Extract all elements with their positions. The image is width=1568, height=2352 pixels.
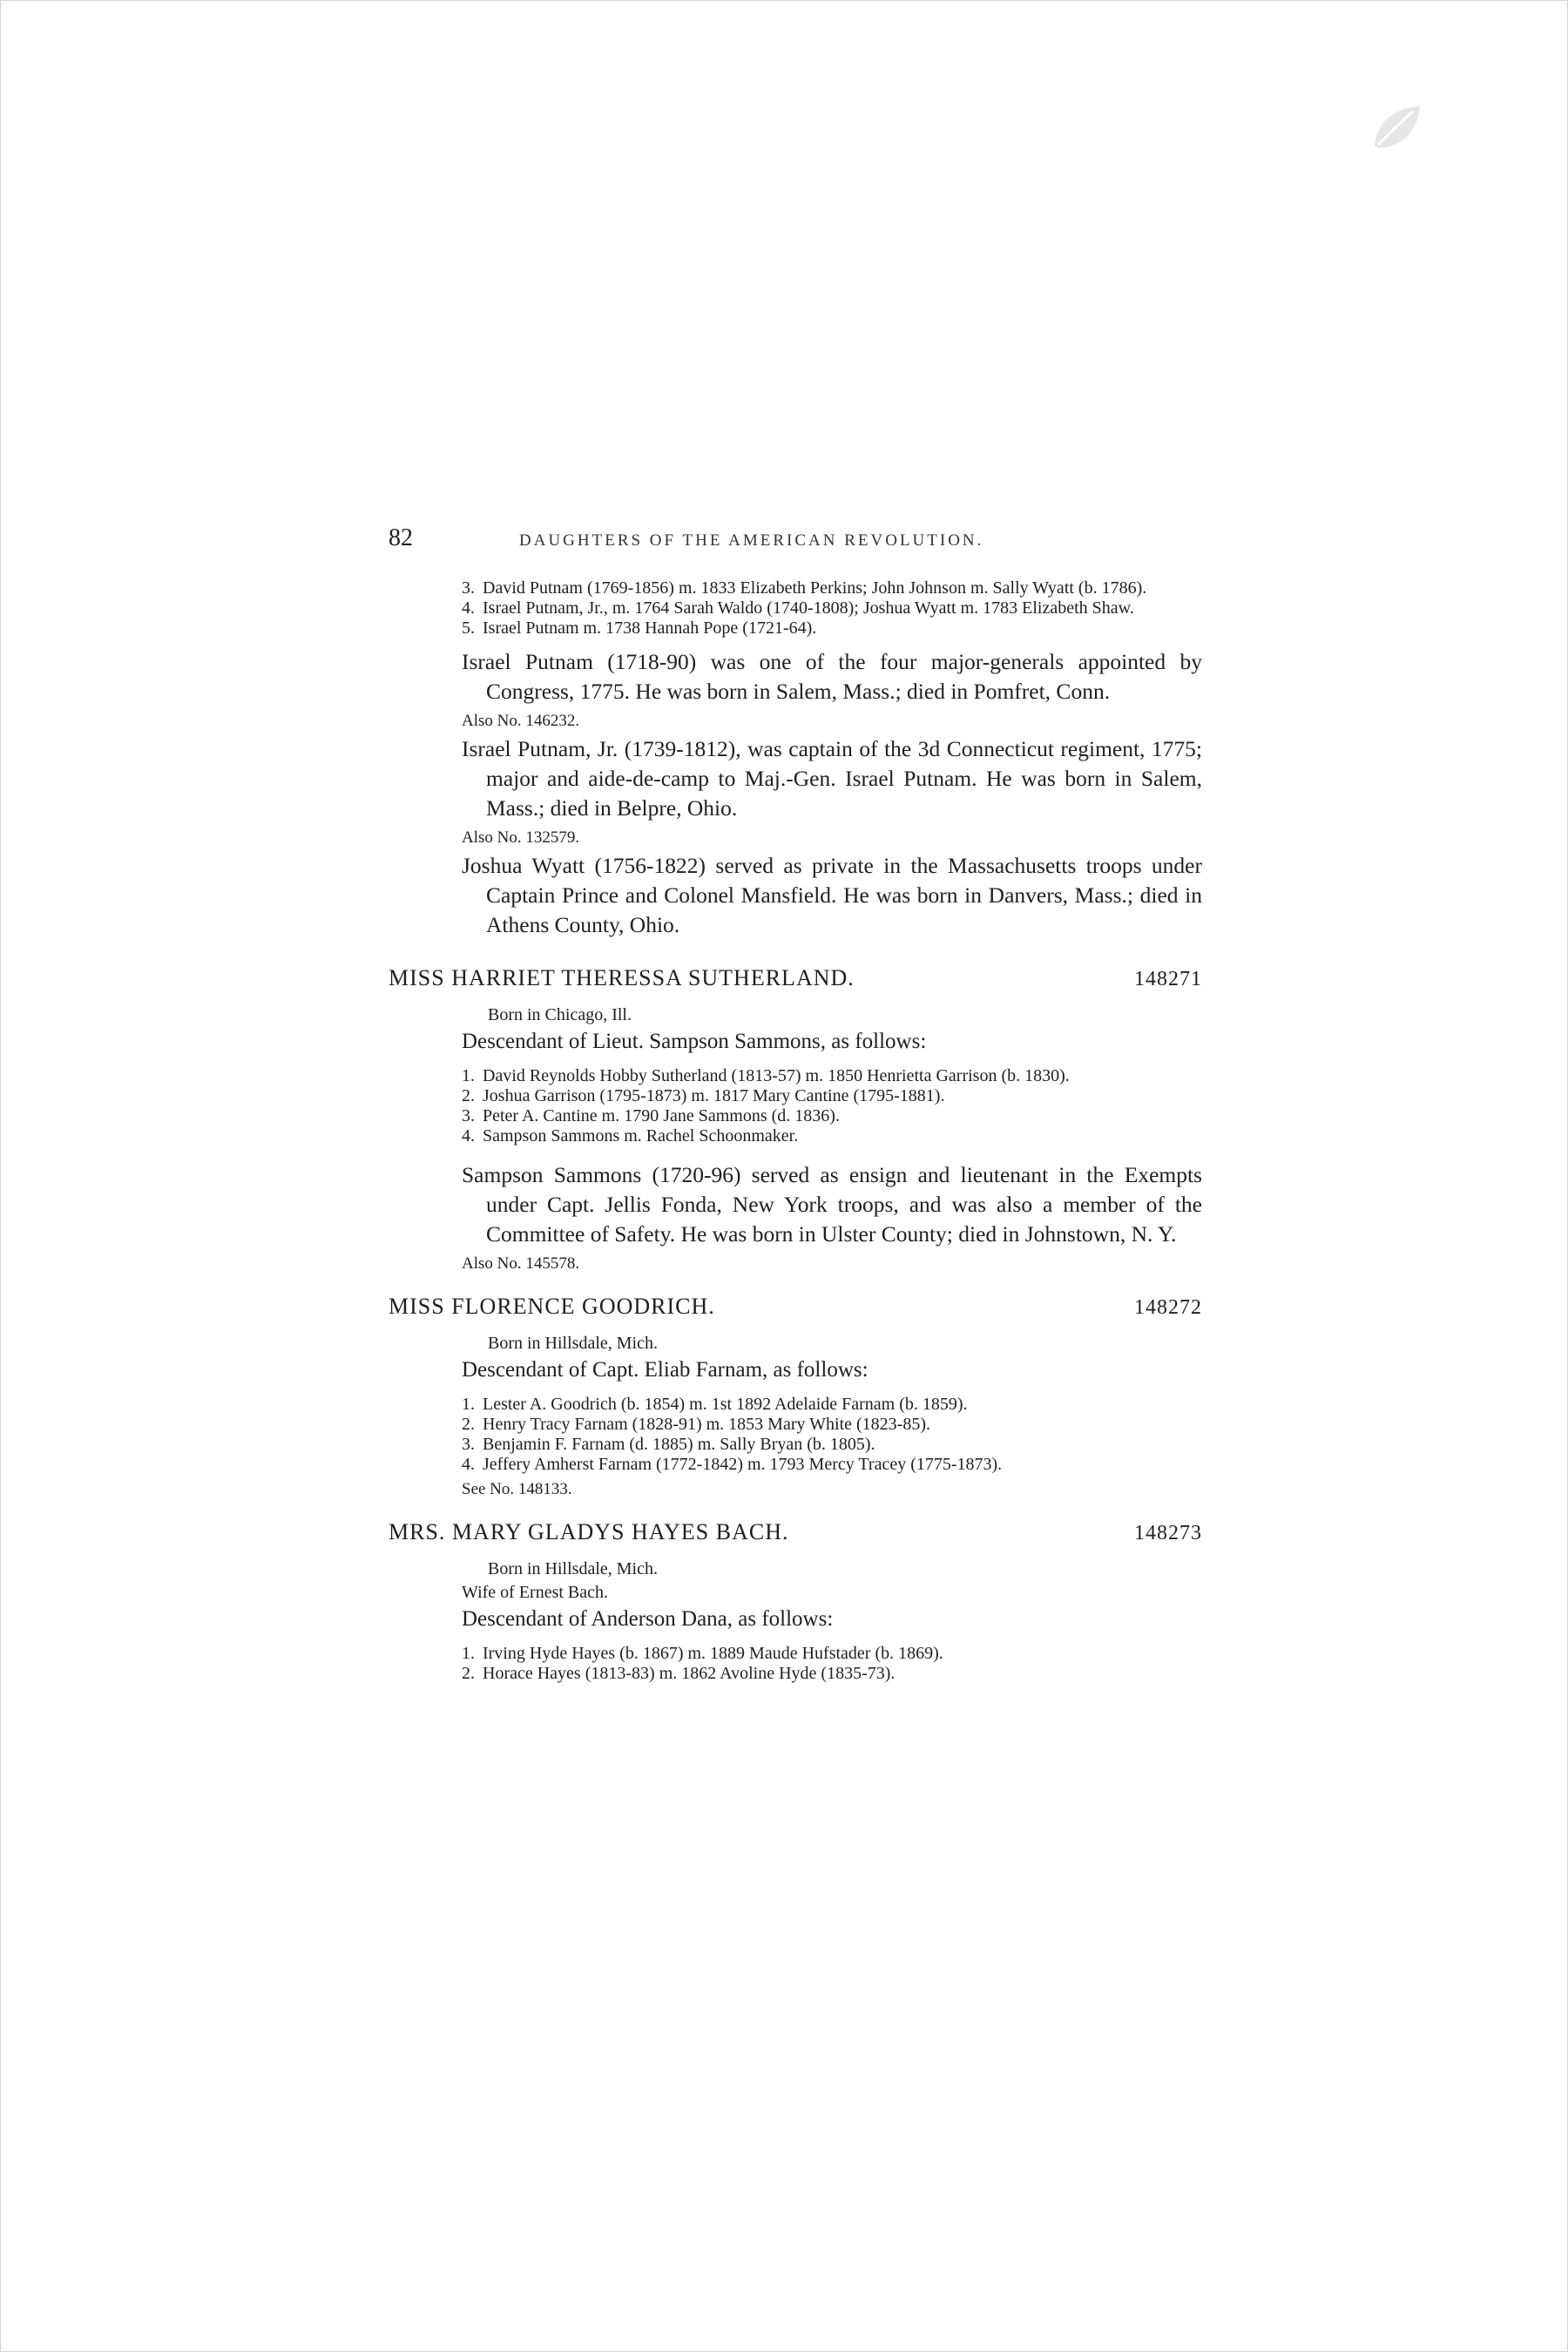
also-number: Also No. 145578. <box>462 1254 580 1273</box>
also-number: Also No. 132579. <box>462 828 580 847</box>
wife-of: Wife of Ernest Bach. <box>462 1583 609 1602</box>
list-item: 3. Benjamin F. Farnam (d. 1885) m. Sally Bryan (b. 1805). <box>462 1435 875 1454</box>
list-item: 1. Irving Hyde Hayes (b. 1867) m. 1889 Maude Hufstader (b. 1869). <box>462 1644 943 1663</box>
lineage-list <box>462 1066 1202 1146</box>
service-note: Israel Putnam, Jr. (1739-1812), was captain of the 3d Connecticut regiment, 1775; major and aide-de-camp to Maj.-Gen. Israel Putnam. He was born in Salem, Mass.; died in Belpre, Ohio. <box>462 736 1202 821</box>
member-name: MRS. MARY GLADYS HAYES BACH. <box>389 1519 789 1544</box>
member-name: MISS FLORENCE GOODRICH. <box>389 1294 715 1319</box>
list-item: 4. Jeffery Amherst Farnam (1772-1842) m. 1793 Mercy Tracey (1775-1873). <box>462 1455 1003 1474</box>
lineage-list <box>462 1644 1202 1684</box>
member-number: 148273 <box>1134 1522 1202 1544</box>
list-item: 1. Lester A. Goodrich (b. 1854) m. 1st 1892 Adelaide Farnam (b. 1859). <box>462 1395 968 1414</box>
service-note: Israel Putnam (1718-90) was one of the four major-generals appointed by Congress, 1775. He was born in Salem, Mass.; died in Pomfret, Conn. <box>462 649 1202 704</box>
page-content <box>389 524 1202 1684</box>
list-item: 4. Israel Putnam, Jr., m. 1764 Sarah Waldo (1740-1808); Joshua Wyatt m. 1783 Elizabeth Shaw. <box>462 598 1134 618</box>
birthplace: Born in Hillsdale, Mich. <box>488 1559 658 1578</box>
lineage-list <box>462 578 1202 639</box>
page-number: 82 <box>389 524 413 551</box>
birthplace: Born in Hillsdale, Mich. <box>488 1334 658 1353</box>
member-name: MISS HARRIET THERESSA SUTHERLAND. <box>389 965 855 990</box>
member-number: 148272 <box>1134 1296 1202 1319</box>
descendant-line: Descendant of Anderson Dana, as follows: <box>462 1607 834 1631</box>
entry-heading <box>389 963 1202 995</box>
list-item: 2. Joshua Garrison (1795-1873) m. 1817 Mary Cantine (1795-1881). <box>462 1086 945 1105</box>
running-head <box>389 524 1202 559</box>
descendant-line: Descendant of Capt. Eliab Farnam, as follows: <box>462 1358 868 1382</box>
list-item: 2. Henry Tracy Farnam (1828-91) m. 1853 Mary White (1823-85). <box>462 1415 930 1434</box>
see-number: See No. 148133. <box>462 1480 572 1498</box>
service-note: Joshua Wyatt (1756-1822) served as private in the Massachusetts troops under Captain Prince and Colonel Mansfield. He was born in Danvers, Mass.; died in Athens County, Ohio. <box>462 853 1202 937</box>
lineage-list <box>462 1395 1202 1475</box>
leaf-watermark-icon <box>1369 103 1423 153</box>
list-item: 2. Horace Hayes (1813-83) m. 1862 Avoline Hyde (1835-73). <box>462 1664 896 1683</box>
list-item: 5. Israel Putnam m. 1738 Hannah Pope (1721-64). <box>462 618 817 638</box>
descendant-line: Descendant of Lieut. Sampson Sammons, as follows: <box>462 1030 927 1053</box>
list-item: 3. David Putnam (1769-1856) m. 1833 Elizabeth Perkins; John Johnson m. Sally Wyatt (b. 1786). <box>462 578 1147 598</box>
list-item: 3. Peter A. Cantine m. 1790 Jane Sammons (d. 1836). <box>462 1106 840 1125</box>
list-item: 1. David Reynolds Hobby Sutherland (1813-57) m. 1850 Henrietta Garrison (b. 1830). <box>462 1066 1070 1085</box>
entry-heading <box>389 1291 1202 1323</box>
also-number: Also No. 146232. <box>462 712 580 730</box>
running-title: DAUGHTERS OF THE AMERICAN REVOLUTION. <box>519 531 984 550</box>
service-note: Sampson Sammons (1720-96) served as ensign and lieutenant in the Exempts under Capt. Jellis Fonda, New York troops, and was also a member of the Committee of Safety. He was born in Ulster County; died in Johnstown, N. Y. <box>462 1162 1202 1247</box>
member-number: 148271 <box>1134 968 1202 990</box>
entry-heading <box>389 1517 1202 1549</box>
list-item: 4. Sampson Sammons m. Rachel Schoonmaker. <box>462 1126 799 1146</box>
birthplace: Born in Chicago, Ill. <box>488 1005 632 1024</box>
